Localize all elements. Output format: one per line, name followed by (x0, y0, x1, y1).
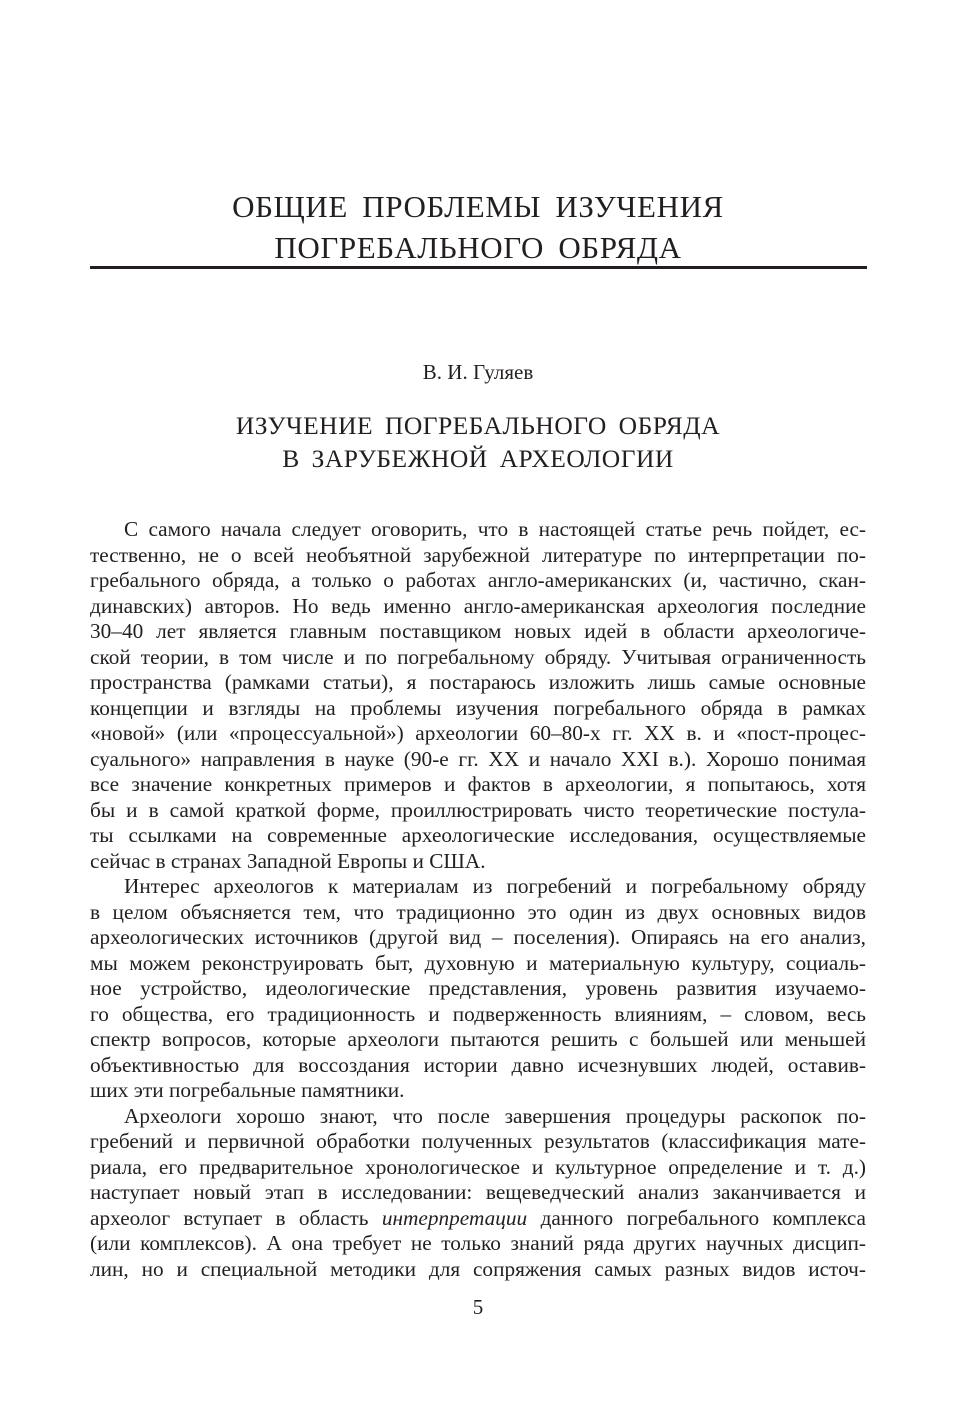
article-body (90, 517, 866, 1282)
author-name: В. И. Гуляев (422, 360, 534, 384)
section-title-line-1: ОБЩИЕ ПРОБЛЕМЫ ИЗУЧЕНИЯ (232, 189, 724, 224)
text-line: ской теории, в том числе и по погребальному обряду. Учитывая ограниченность (90, 644, 866, 669)
page-number: 5 (472, 1295, 484, 1319)
text-line (90, 1206, 866, 1232)
text-line: все значение конкретных примеров и фактов в археологии, я попытаюсь, хотя (90, 772, 866, 796)
text-line: в целом объясняется тем, что традиционно это один из двух основных видов (90, 899, 866, 924)
paragraph-3 (90, 1104, 866, 1283)
text-line: 30–40 лет является главным поставщиком новых идей в области археологиче- (90, 619, 866, 643)
text-fragment: данного погребального комплекса (527, 1205, 866, 1230)
text-line: пространства (рамками статьи), я постараюсь изложить лишь самые основные (90, 670, 866, 694)
text-line: ты ссылками на современные археологические исследования, осуществляемые (90, 823, 866, 847)
text-line: тественно, не о всей необъятной зарубежной литературе по интерпретации по- (90, 542, 866, 567)
text-line: Археологи хорошо знают, что после завершения процедуры раскопок по- (124, 1103, 866, 1128)
text-line: объективностью для воссоздания истории давно исчезнувших людей, оставив- (90, 1052, 866, 1077)
text-line: «новой» (или «процессуальной») археологии 60–80-х гг. XX в. и «пост-процес- (90, 721, 866, 745)
text-line: ное устройство, идеологические представления, уровень развития изучаемо- (90, 976, 866, 1000)
text-line: Интерес археологов к материалам из погребений и погребальному обряду (124, 874, 866, 898)
section-title (90, 186, 866, 268)
article-title (90, 409, 866, 475)
emphasized-term: интерпретации (381, 1205, 528, 1230)
text-line: го общества, его традиционность и подверженность влияниям, – словом, весь (90, 1001, 866, 1026)
text-line: С самого начала следует оговорить, что в настоящей статье речь пойдет, ес- (124, 517, 866, 541)
text-fragment: археолог вступает в область (90, 1205, 382, 1230)
text-line: ших эти погребальные памятники. (90, 1078, 405, 1102)
text-line: мы можем реконструировать быт, духовную и материальную культуру, социаль- (90, 950, 866, 975)
article-title-line-1: ИЗУЧЕНИЕ ПОГРЕБАЛЬНОГО ОБРЯДА (235, 411, 721, 440)
text-line: (или комплексов). А она требует не только знаний ряда других научных дисцип- (90, 1231, 866, 1255)
text-line: динавских) авторов. Но ведь именно англо-американская археология последние (90, 593, 866, 618)
text-line: сейчас в странах Западной Европы и США. (90, 848, 486, 873)
text-line: спектр вопросов, которые археологи пытаются решить с большей или меньшей (90, 1027, 866, 1051)
text-line: археологических источников (другой вид – поселения). Опираясь на его анализ, (90, 925, 866, 949)
section-title-line-2: ПОГРЕБАЛЬНОГО ОБРЯДА (274, 230, 682, 265)
paragraph-1 (90, 517, 866, 874)
section-title-rule (90, 266, 867, 269)
text-line: концепции и взгляды на проблемы изучения погребального обряда в рамках (90, 695, 866, 720)
text-line: лин, но и специальной методики для сопряжения самых разных видов источ- (90, 1256, 866, 1281)
text-line: гребений и первичной обработки полученных результатов (классификация мате- (90, 1129, 866, 1153)
paragraph-2 (90, 874, 866, 1104)
text-line: гребального обряда, а только о работах англо-американских (и, частично, скан- (90, 568, 866, 592)
text-line: бы и в самой краткой форме, проиллюстрировать чисто теоретические постула- (90, 797, 866, 822)
text-line: суального» направления в науке (90-е гг. XX и начало XXI в.). Хорошо понимая (90, 746, 866, 771)
article-title-line-2: В ЗАРУБЕЖНОЙ АРХЕОЛОГИИ (282, 444, 674, 473)
text-line: наступает новый этап в исследовании: вещеведческий анализ заканчивается и (90, 1180, 866, 1204)
text-line: риала, его предварительное хронологическое и культурное определение и т. д.) (90, 1154, 866, 1179)
